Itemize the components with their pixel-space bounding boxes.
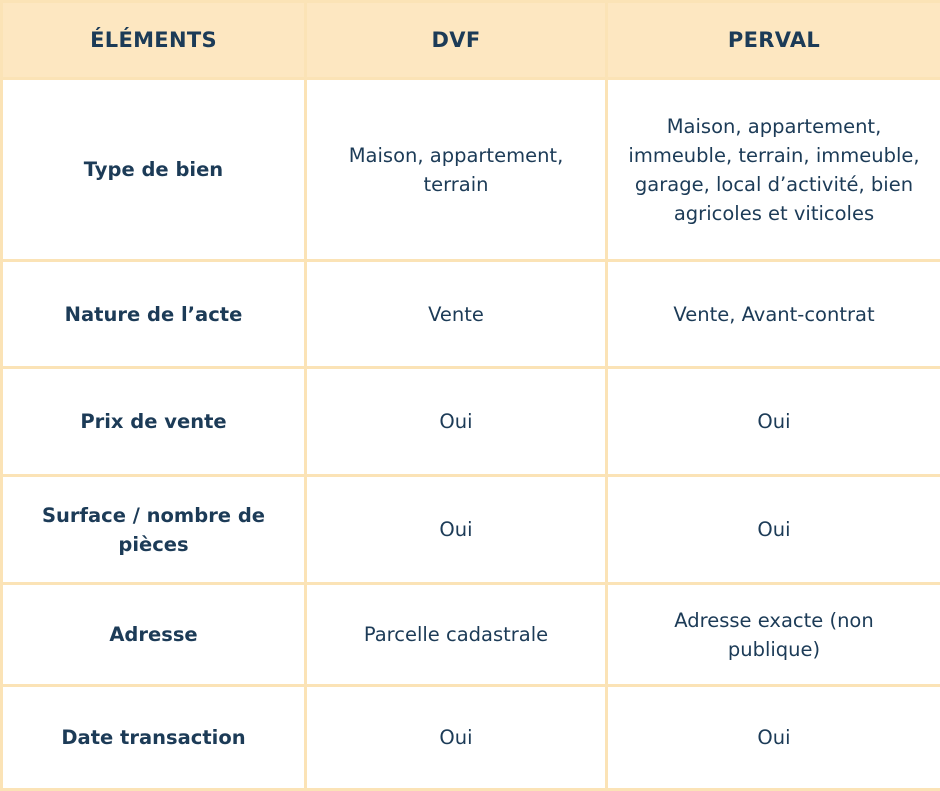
perval-cell: Oui xyxy=(607,368,940,476)
row-label: Date transaction xyxy=(2,686,306,790)
perval-cell: Oui xyxy=(607,476,940,584)
table-row xyxy=(2,584,940,686)
header-perval: PERVAL xyxy=(607,2,940,79)
perval-cell: Maison, appartement, immeuble, terrain, immeuble, garage, local d’activité, bien agricoles et viticoles xyxy=(607,79,940,261)
dvf-cell: Maison, appartement, terrain xyxy=(306,79,607,261)
table-row xyxy=(2,368,940,476)
dvf-cell: Oui xyxy=(306,476,607,584)
header-elements: ÉLÉMENTS xyxy=(2,2,306,79)
dvf-cell: Oui xyxy=(306,368,607,476)
dvf-cell: Parcelle cadastrale xyxy=(306,584,607,686)
header-dvf: DVF xyxy=(306,2,607,79)
row-label: Surface / nombre de pièces xyxy=(2,476,306,584)
table-row xyxy=(2,79,940,261)
header-row xyxy=(2,2,940,79)
row-label: Nature de l’acte xyxy=(2,261,306,368)
dvf-cell: Oui xyxy=(306,686,607,790)
perval-cell: Vente, Avant-contrat xyxy=(607,261,940,368)
row-label: Adresse xyxy=(2,584,306,686)
row-label: Type de bien xyxy=(2,79,306,261)
dvf-cell: Vente xyxy=(306,261,607,368)
table-row xyxy=(2,686,940,790)
perval-cell: Oui xyxy=(607,686,940,790)
table-row xyxy=(2,261,940,368)
table-row xyxy=(2,476,940,584)
perval-cell: Adresse exacte (non publique) xyxy=(607,584,940,686)
row-label: Prix de vente xyxy=(2,368,306,476)
